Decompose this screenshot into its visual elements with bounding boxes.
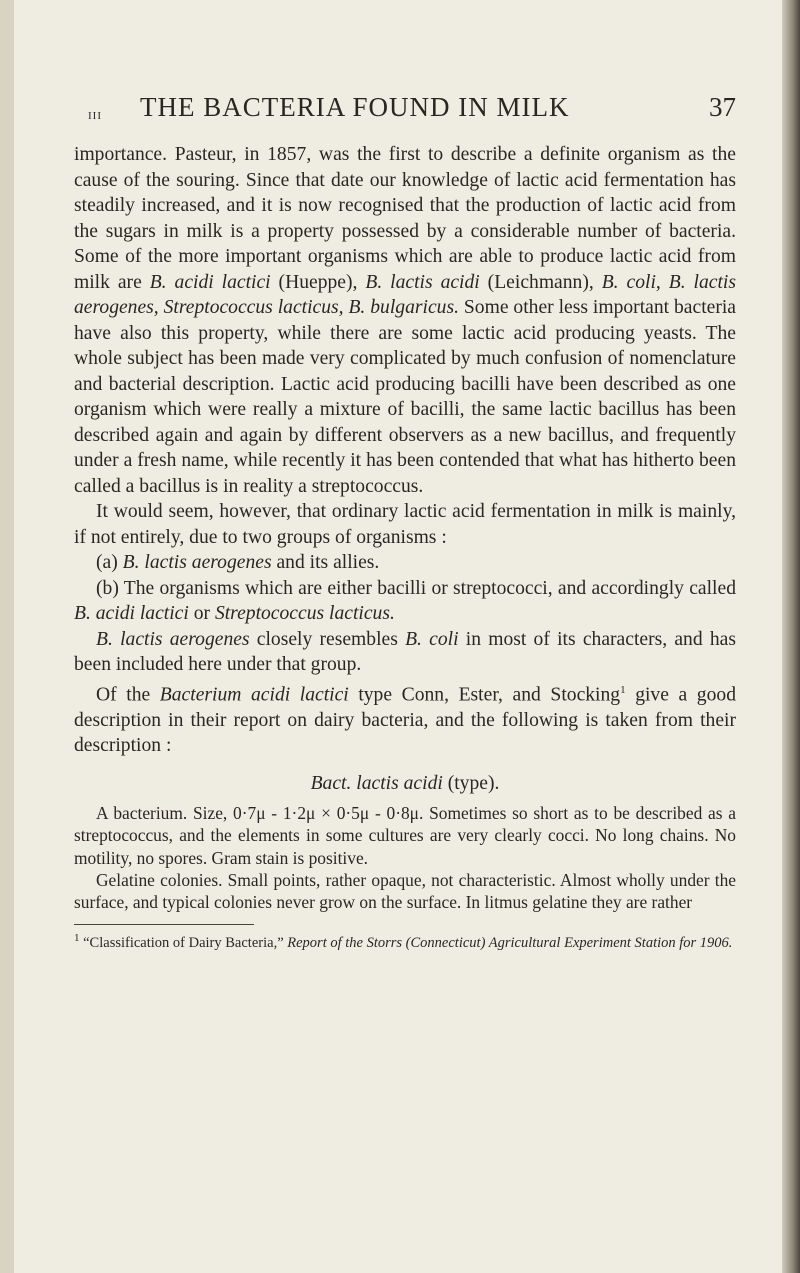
paragraph-aerogenes [74, 627, 736, 678]
page-edge-shadow [782, 0, 800, 1273]
paragraph-conn [74, 678, 736, 759]
text-run: or [188, 603, 215, 624]
paragraph-pasteur [74, 142, 736, 499]
species-name: B. lactis aerogenes [96, 628, 250, 650]
list-marker: (a) [96, 552, 123, 573]
text-run: (Hueppe), [270, 271, 366, 293]
species-name: B. lactis aerogenes [122, 552, 272, 573]
footnote-ref: 1 [620, 683, 626, 696]
page-number: 37 [709, 92, 736, 122]
species-name: B. coli, B. lactis aerogenes, Streptococcus lacticus, B. bulgaricus. [74, 271, 736, 318]
list-item-a [74, 550, 736, 576]
species-name: B. acidi lactici [74, 603, 189, 624]
footnote-marker: 1 [74, 931, 80, 944]
text-run: (b) The organisms which are either bacilli or streptococci, and accordingly called [96, 577, 736, 599]
subheading [74, 771, 736, 797]
text-run: in most of its characters, and has been included here under that group. [74, 628, 736, 675]
running-title: THE BACTERIA FOUND IN MILK [140, 92, 570, 122]
text-run: closely resembles [249, 628, 406, 650]
description-size: A bacterium. Size, 0·7μ - 1·2μ × 0·5μ - 0·8μ. Sometimes so short as to be described as a streptococcus, and the elements in some cultures are very clearly cocci. No long chains. No motility, no spores. Gram stain is positive. [74, 803, 736, 868]
description-gelatine: Gelatine colonies. Small points, rather opaque, not characteristic. Almost wholly under the surface, and typical colonies never grow on the surface. In litmus gelatine they are rather [74, 869, 736, 913]
text-run: and its allies. [271, 552, 380, 573]
text-run: type Conn, Ester, and Stocking [348, 684, 621, 706]
page-body [74, 142, 736, 951]
text-run: Of the [96, 684, 160, 706]
species-name: B. coli [405, 628, 459, 650]
species-name: B. lactis acidi [365, 271, 480, 293]
paragraph-two-groups: It would seem, however, that ordinary lactic acid fermentation in milk is mainly, if not entirely, due to two groups of organisms : [74, 501, 736, 548]
text-run: (type). [442, 772, 500, 794]
text-run: give a good description in their report on dairy bacteria, and the following is taken from their description : [74, 684, 736, 757]
text-run: “Classification of Dairy Bacteria,” [79, 934, 288, 951]
text-run: Some other less important bacteria have also this property, while there are some lactic acid producing yeasts. The whole subject has been made very complicated by much confusion of nomenclature and bacterial description. Lactic acid producing bacilli have been described as one organism which were really a mixture of bacilli, the same lactic bacillus has been described again and again by different observers as a new bacillus, and frequently under a fresh name, while recently it has been contended that what has hitherto been called a bacillus is in reality a streptococcus. [74, 297, 736, 497]
text-run: importance. Pasteur, in 1857, was the first to describe a definite organism as the cause of the souring. Since that date our knowledge of lactic acid fermentation has steadily increased, and it is now recognised that the production of lactic acid from the sugars in milk is a property possessed by a considerable number of bacteria. Some of the more important organisms which are able to produce lactic acid from milk are [74, 144, 736, 293]
footnote [74, 929, 736, 952]
species-name: Bact. lactis acidi [310, 772, 443, 794]
species-name: B. acidi lactici [149, 271, 271, 293]
chapter-number: III [88, 110, 102, 122]
page-gutter [0, 0, 15, 1273]
citation: Report of the Storrs (Connecticut) Agricultural Experiment Station for 1906. [287, 934, 733, 951]
species-name: Streptococcus lacticus. [214, 603, 395, 624]
species-name: Bacterium acidi lactici [159, 684, 349, 706]
footnote-rule [74, 924, 254, 925]
text-run: (Leichmann), [479, 271, 602, 293]
list-item-b [74, 576, 736, 627]
running-header [88, 92, 736, 132]
